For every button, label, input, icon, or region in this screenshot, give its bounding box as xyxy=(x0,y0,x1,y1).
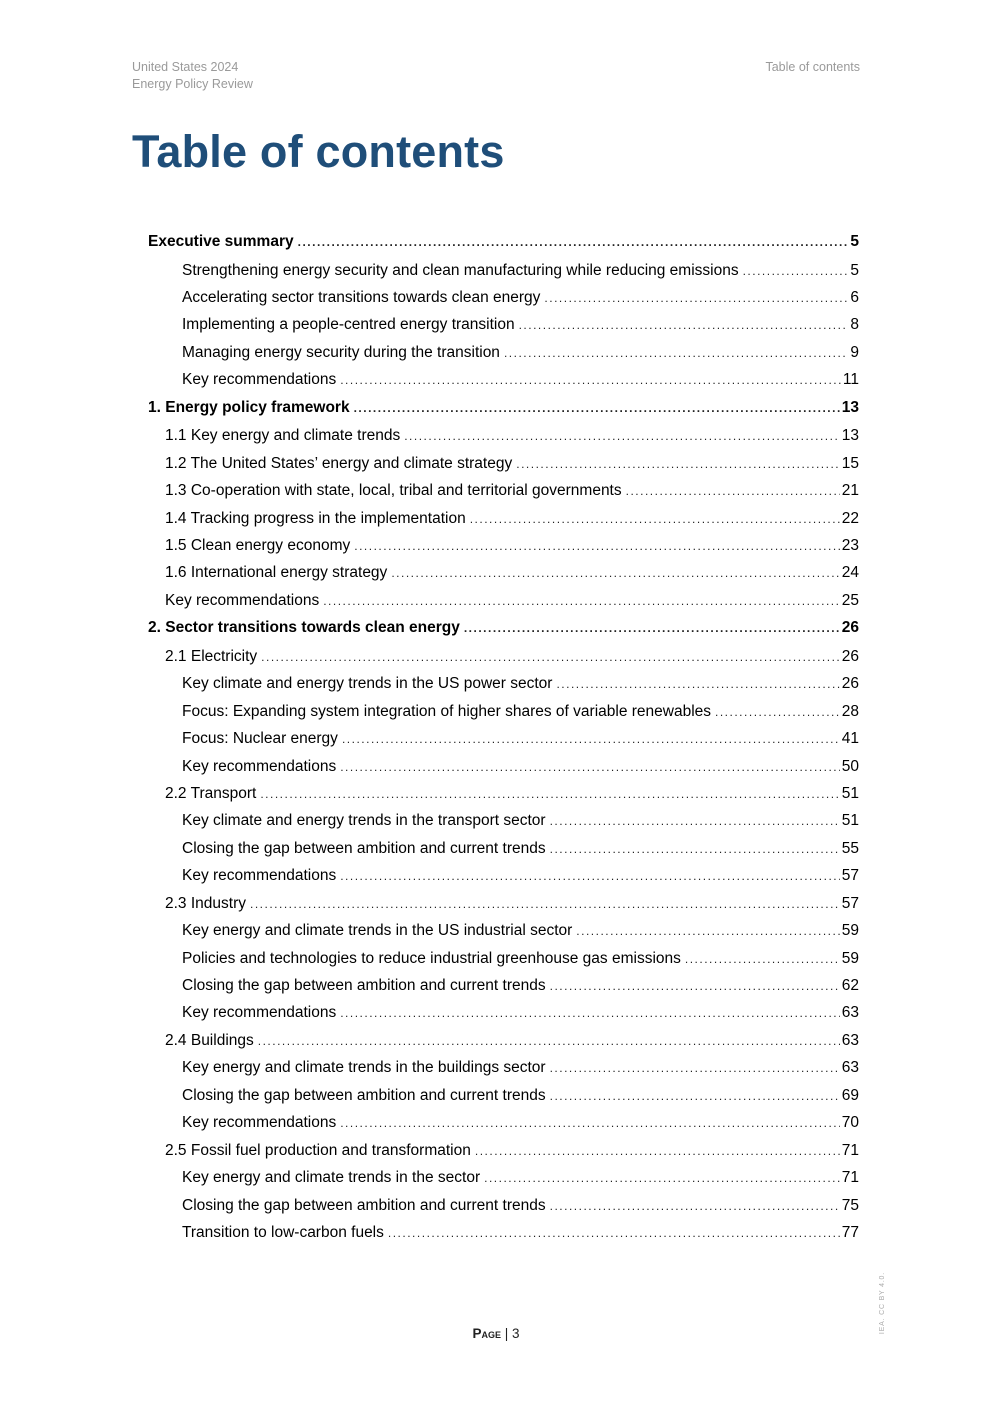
toc-entry[interactable] xyxy=(148,316,859,343)
toc-entry-page: 41 xyxy=(841,730,859,748)
toc-entry-page: 21 xyxy=(841,482,859,500)
toc-entry[interactable] xyxy=(148,758,859,785)
toc-entry-label: Managing energy security during the transition xyxy=(182,343,500,361)
dot-leader xyxy=(484,1171,840,1185)
toc-entry[interactable] xyxy=(148,1169,859,1196)
toc-entry-label: 2.2 Transport xyxy=(165,784,257,802)
toc-entry[interactable] xyxy=(148,371,859,398)
toc-entry-label: Closing the gap between ambition and current trends xyxy=(182,839,546,857)
toc-entry-page: 9 xyxy=(850,343,859,361)
toc-entry[interactable] xyxy=(148,427,859,454)
toc-entry[interactable] xyxy=(148,564,859,591)
dot-leader xyxy=(475,1144,840,1158)
toc-entry-label: Key recommendations xyxy=(182,1004,337,1022)
dot-leader xyxy=(261,650,840,664)
toc-entry-page: 62 xyxy=(841,977,859,994)
toc-entry-page: 13 xyxy=(841,427,859,445)
toc-entry[interactable] xyxy=(148,703,859,730)
toc-entry-page: 63 xyxy=(841,1059,859,1077)
page-separator: | xyxy=(504,1326,509,1341)
toc-entry-label: Key recommendations xyxy=(165,591,320,609)
dot-leader xyxy=(260,787,839,801)
toc-entry[interactable] xyxy=(148,233,859,262)
toc-entry-page: 59 xyxy=(841,922,859,940)
dot-leader xyxy=(556,677,839,691)
table-of-contents xyxy=(148,233,859,1251)
dot-leader xyxy=(298,235,849,249)
dot-leader xyxy=(626,484,840,498)
toc-entry-label: Key energy and climate trends in the sector xyxy=(182,1169,481,1187)
toc-entry-label: 2.5 Fossil fuel production and transformation xyxy=(165,1141,471,1159)
toc-entry-page: 6 xyxy=(850,288,859,306)
toc-entry[interactable] xyxy=(148,648,859,675)
toc-entry-page: 24 xyxy=(841,564,859,582)
dot-leader xyxy=(388,1226,840,1240)
dot-leader xyxy=(504,346,848,360)
dot-leader xyxy=(516,457,840,471)
toc-entry-label: Key climate and energy trends in the US power sector xyxy=(182,675,553,693)
dot-leader xyxy=(404,429,840,443)
toc-entry-page: 51 xyxy=(841,812,859,830)
toc-entry-page: 55 xyxy=(841,839,859,857)
dot-leader xyxy=(550,842,840,856)
toc-entry-page: 57 xyxy=(841,867,859,885)
toc-entry-label: Key recommendations xyxy=(182,757,337,775)
toc-entry-label: Implementing a people-centred energy transition xyxy=(182,316,515,334)
toc-entry-label: Strengthening energy security and clean manufacturing while reducing emissions xyxy=(182,261,739,279)
toc-entry-page: 15 xyxy=(841,454,859,472)
toc-entry-page: 63 xyxy=(841,1031,859,1049)
toc-entry-label: 1.3 Co-operation with state, local, tribal and territorial governments xyxy=(165,482,622,500)
toc-entry-label: Closing the gap between ambition and current trends xyxy=(182,977,546,994)
toc-entry[interactable] xyxy=(148,785,859,812)
dot-leader xyxy=(354,401,840,415)
toc-entry[interactable] xyxy=(148,812,859,839)
toc-entry[interactable] xyxy=(148,1087,859,1114)
dot-leader xyxy=(550,1061,840,1075)
toc-entry-page: 57 xyxy=(841,894,859,912)
toc-entry-page: 70 xyxy=(841,1114,859,1132)
toc-entry-label: Transition to low-carbon fuels xyxy=(182,1223,384,1241)
toc-entry-label: 2. Sector transitions towards clean energy xyxy=(148,619,460,637)
toc-entry-page: 77 xyxy=(841,1223,859,1241)
toc-entry-page: 50 xyxy=(841,757,859,775)
toc-entry-label: 1.2 The United States’ energy and climate strategy xyxy=(165,454,513,472)
toc-entry[interactable] xyxy=(148,1114,859,1141)
toc-entry-label: 1.1 Key energy and climate trends xyxy=(165,427,401,445)
dot-leader xyxy=(470,512,840,526)
report-title-line1: United States 2024 xyxy=(132,60,239,74)
toc-entry[interactable] xyxy=(148,977,859,1004)
dot-leader xyxy=(323,594,840,608)
dot-leader xyxy=(519,318,849,332)
toc-entry[interactable] xyxy=(148,867,859,894)
toc-entry[interactable] xyxy=(148,1224,859,1251)
dot-leader xyxy=(544,291,848,305)
toc-entry[interactable] xyxy=(148,840,859,867)
dot-leader xyxy=(250,897,840,911)
page-number: 3 xyxy=(512,1326,520,1341)
toc-entry-page: 5 xyxy=(850,261,859,279)
toc-entry[interactable] xyxy=(148,895,859,922)
dot-leader xyxy=(715,705,840,719)
toc-entry[interactable] xyxy=(148,1197,859,1224)
toc-entry[interactable] xyxy=(148,344,859,371)
report-title-line2: Energy Policy Review xyxy=(132,77,253,91)
toc-entry-label: 1.6 International energy strategy xyxy=(165,564,388,582)
toc-entry-label: Closing the gap between ambition and current trends xyxy=(182,1196,546,1214)
toc-entry-label: 1.5 Clean energy economy xyxy=(165,536,351,554)
license-notice: IEA. CC BY 4.0. xyxy=(879,1272,886,1335)
toc-entry-label: Key energy and climate trends in the buildings sector xyxy=(182,1059,546,1077)
toc-entry-page: 23 xyxy=(841,536,859,554)
dot-leader xyxy=(743,264,849,278)
toc-entry-label: Executive summary xyxy=(148,233,294,250)
toc-entry-label: Key recommendations xyxy=(182,371,337,389)
toc-entry[interactable] xyxy=(148,1032,859,1059)
toc-entry[interactable] xyxy=(148,399,859,428)
toc-entry-page: 25 xyxy=(841,591,859,609)
running-header-right: Table of contents xyxy=(765,60,860,74)
dot-leader xyxy=(340,373,841,387)
toc-entry-page: 26 xyxy=(841,647,859,665)
toc-entry-page: 71 xyxy=(841,1141,859,1159)
toc-entry-page: 71 xyxy=(841,1169,859,1187)
toc-entry[interactable] xyxy=(148,262,859,289)
toc-entry-label: Focus: Nuclear energy xyxy=(182,730,338,748)
dot-leader xyxy=(550,1199,840,1213)
dot-leader xyxy=(685,952,840,966)
dot-leader xyxy=(340,1116,840,1130)
dot-leader xyxy=(391,566,839,580)
toc-entry-page: 75 xyxy=(841,1196,859,1214)
toc-entry-page: 26 xyxy=(841,675,859,693)
dot-leader xyxy=(550,814,840,828)
page-footer xyxy=(0,1326,992,1341)
toc-entry-page: 11 xyxy=(842,371,859,389)
toc-entry-page: 13 xyxy=(841,398,859,416)
toc-entry-page: 63 xyxy=(841,1004,859,1022)
dot-leader xyxy=(340,869,840,883)
toc-entry-label: Key recommendations xyxy=(182,1114,337,1132)
toc-entry-page: 28 xyxy=(841,702,859,720)
dot-leader xyxy=(576,924,839,938)
toc-entry-label: 1. Energy policy framework xyxy=(148,398,350,416)
toc-entry[interactable] xyxy=(148,730,859,757)
toc-entry-label: Focus: Expanding system integration of higher shares of variable renewables xyxy=(182,702,712,720)
toc-entry-label: Closing the gap between ambition and current trends xyxy=(182,1086,546,1104)
dot-leader xyxy=(340,760,840,774)
toc-entry[interactable] xyxy=(148,675,859,702)
toc-entry-page: 26 xyxy=(841,619,859,637)
toc-entry[interactable] xyxy=(148,1004,859,1031)
toc-entry-page: 8 xyxy=(850,316,859,334)
toc-entry[interactable] xyxy=(148,619,859,648)
toc-entry-label: Key recommendations xyxy=(182,867,337,885)
dot-leader xyxy=(550,979,840,993)
toc-entry-label: Key energy and climate trends in the US industrial sector xyxy=(182,922,573,940)
dot-leader xyxy=(354,539,839,553)
toc-entry[interactable] xyxy=(148,455,859,482)
toc-entry-label: 2.3 Industry xyxy=(165,894,246,912)
toc-entry-label: Policies and technologies to reduce industrial greenhouse gas emissions xyxy=(182,949,681,967)
toc-entry-page: 51 xyxy=(841,784,859,802)
toc-entry-page: 5 xyxy=(850,233,859,250)
toc-entry-label: Accelerating sector transitions towards clean energy xyxy=(182,288,541,306)
toc-entry-page: 59 xyxy=(841,949,859,967)
toc-entry-label: 2.4 Buildings xyxy=(165,1031,254,1049)
dot-leader xyxy=(550,1089,840,1103)
toc-entry[interactable] xyxy=(148,592,859,619)
toc-entry-label: 2.1 Electricity xyxy=(165,647,258,665)
toc-entry[interactable] xyxy=(148,510,859,537)
toc-entry-page: 69 xyxy=(841,1086,859,1104)
dot-leader xyxy=(340,1006,840,1020)
page-word: Page xyxy=(472,1326,501,1341)
toc-entry[interactable] xyxy=(148,922,859,949)
toc-entry-page: 22 xyxy=(841,509,859,527)
toc-entry[interactable] xyxy=(148,482,859,509)
toc-entry[interactable] xyxy=(148,950,859,977)
dot-leader xyxy=(464,621,840,635)
toc-entry[interactable] xyxy=(148,1142,859,1169)
running-header-left xyxy=(132,59,253,93)
toc-entry-label: 1.4 Tracking progress in the implementation xyxy=(165,509,466,527)
page-title: Table of contents xyxy=(132,126,505,177)
toc-entry[interactable] xyxy=(148,1059,859,1086)
dot-leader xyxy=(342,732,840,746)
toc-entry-label: Key climate and energy trends in the transport sector xyxy=(182,812,546,830)
dot-leader xyxy=(258,1034,840,1048)
toc-entry[interactable] xyxy=(148,537,859,564)
toc-entry[interactable] xyxy=(148,289,859,316)
